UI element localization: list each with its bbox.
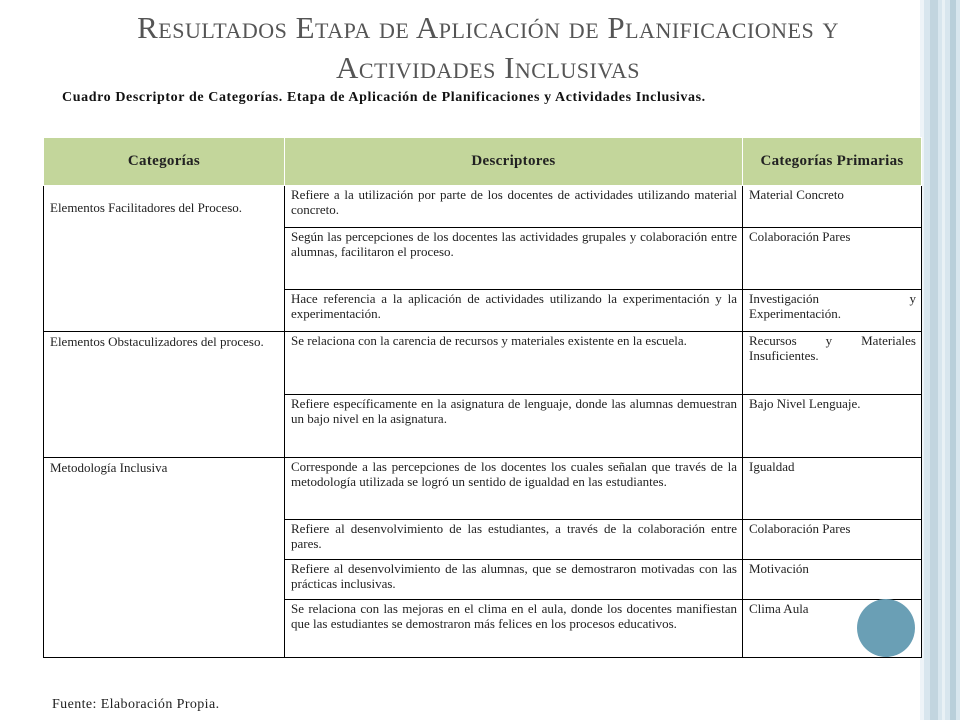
header-categorias: Categorías [44,138,285,186]
descriptor-cell: Según las percepciones de los docentes las actividades grupales y colaboración entre alumnas, facilitaron el proceso. [285,228,743,290]
descriptor-cell: Refiere a la utilización por parte de los docentes de actividades utilizando material concreto. [285,186,743,228]
header-descriptores: Descriptores [285,138,743,186]
categories-table [43,137,922,658]
slide-title [48,8,928,88]
descriptor-cell: Corresponde a las percepciones de los docentes los cuales señalan que través de la metodología utilizada se logró un sentido de igualdad en las estudiantes. [285,458,743,520]
header-categorias-primarias: Categorías Primarias [743,138,922,186]
primary-category-cell: Bajo Nivel Lenguaje. [743,395,922,458]
category-cell: Elementos Obstaculizadores del proceso. [44,332,285,458]
table-row [44,186,922,228]
category-cell: Metodología Inclusiva [44,458,285,658]
table-row [44,458,922,520]
slide-title-line1: Resultados Etapa de Aplicación de Planificaciones y [137,10,839,45]
descriptor-cell: Hace referencia a la aplicación de actividades utilizando la experimentación y la experimentación. [285,290,743,332]
descriptor-cell: Se relaciona con la carencia de recursos y materiales existente en la escuela. [285,332,743,395]
decorative-side-stripe [920,0,960,720]
primary-category-cell: Clima Aula [743,600,922,658]
primary-category-cell: Igualdad [743,458,922,520]
primary-category-cell: Investigación y Experimentación. [743,290,922,332]
primary-category-cell: Colaboración Pares [743,520,922,560]
table-caption: Cuadro Descriptor de Categorías. Etapa de Aplicación de Planificaciones y Actividades Inclusivas. [62,90,706,105]
descriptor-cell: Refiere específicamente en la asignatura de lenguaje, donde las alumnas demuestran un bajo nivel en la asignatura. [285,395,743,458]
primary-category-cell: Motivación [743,560,922,600]
descriptor-cell: Se relaciona con las mejoras en el clima en el aula, donde los docentes manifiestan que las estudiantes se demostraron más felices en los procesos educativos. [285,600,743,658]
primary-category-cell: Recursos y Materiales Insuficientes. [743,332,922,395]
slide-title-line2: Actividades Inclusivas [335,50,641,85]
category-cell: Elementos Facilitadores del Proceso. [44,186,285,332]
primary-category-cell: Colaboración Pares [743,228,922,290]
source-note: Fuente: Elaboración Propia. [52,697,220,712]
descriptor-cell: Refiere al desenvolvimiento de las alumnas, que se demostraron motivadas con las prácticas inclusivas. [285,560,743,600]
descriptor-cell: Refiere al desenvolvimiento de las estudiantes, a través de la colaboración entre pares. [285,520,743,560]
decorative-circle [857,599,915,657]
table-row [44,332,922,395]
table-header-row [44,138,922,186]
primary-category-cell: Material Concreto [743,186,922,228]
